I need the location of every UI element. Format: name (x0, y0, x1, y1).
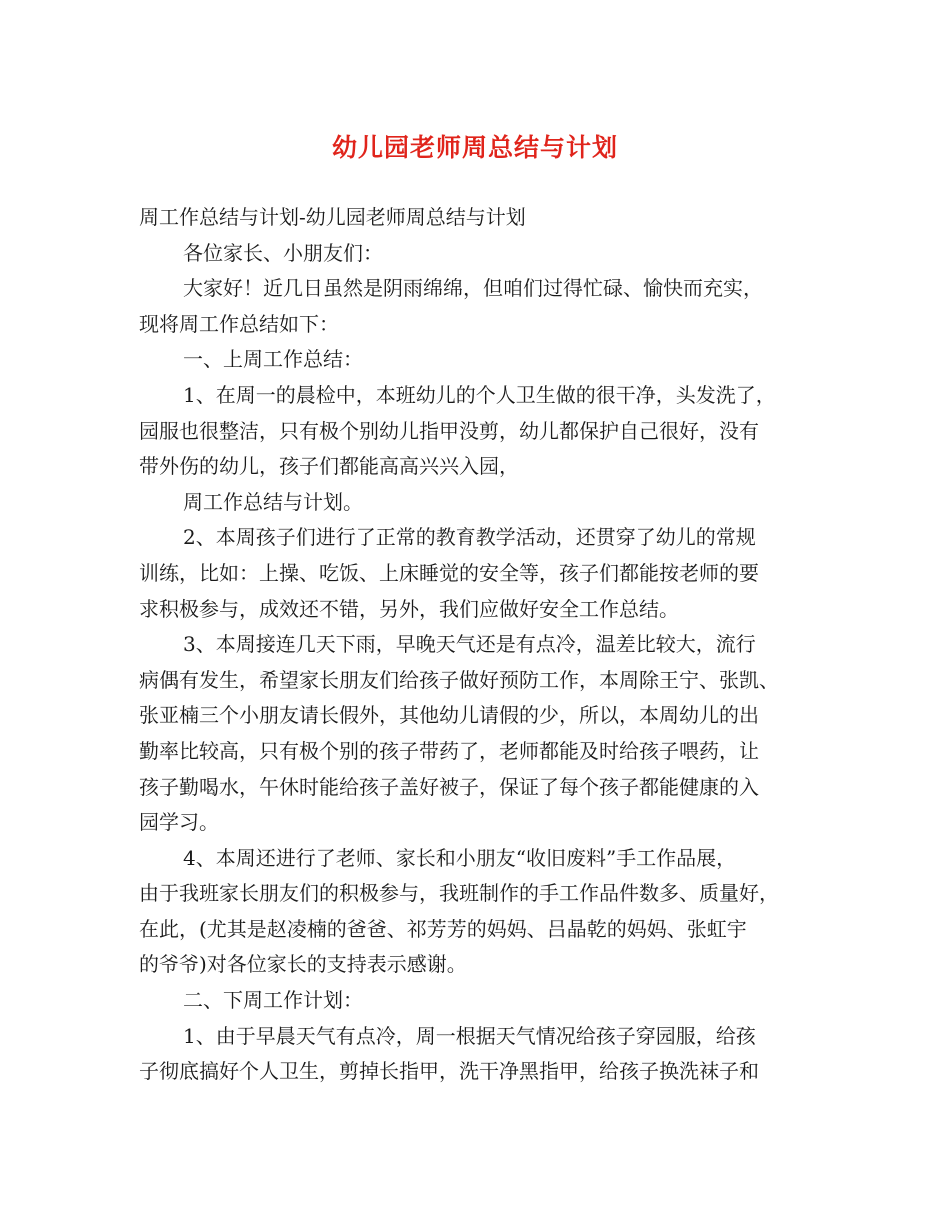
document-body (139, 200, 829, 1090)
text-line: 3、本周接连几天下雨，早晚天气还是有点冷，温差比较大，流行 (183, 632, 756, 657)
text-line: 勤率比较高，只有极个别的孩子带药了，老师都能及时给孩子喂药，让 (139, 738, 759, 763)
text-line: 病偶有发生，希望家长朋友们给孩子做好预防工作，本周除王宁、张凯、 (139, 667, 779, 692)
text-line: 园学习。 (139, 810, 219, 835)
text-line: 带外伤的幼儿，孩子们都能高高兴兴入园， (139, 454, 519, 479)
text-line: 现将周工作总结如下： (139, 311, 339, 336)
text-line: 大家好！近几日虽然是阴雨绵绵，但咱们过得忙碌、愉快而充实， (183, 276, 763, 301)
text-line: 园服也很整洁，只有极个别幼儿指甲没剪，幼儿都保护自己很好，没有 (139, 418, 759, 443)
text-line: 训练，比如：上操、吃饭、上床睡觉的安全等，孩子们都能按老师的要 (139, 560, 759, 585)
text-line: 孩子勤喝水，午休时能给孩子盖好被子，保证了每个孩子都能健康的入 (139, 774, 759, 799)
text-line: 求积极参与，成效还不错，另外，我们应做好安全工作总结。 (139, 596, 679, 621)
text-line: 各位家长、小朋友们： (183, 240, 383, 265)
text-line: 一、上周工作总结： (183, 347, 363, 372)
text-line: 2、本周孩子们进行了正常的教育教学活动，还贯穿了幼儿的常规 (183, 525, 756, 550)
text-line: 二、下周工作计划： (183, 988, 363, 1013)
text-line: 由于我班家长朋友们的积极参与，我班制作的手工作品件数多、质量好， (139, 881, 779, 906)
text-line: 张亚楠三个小朋友请长假外，其他幼儿请假的少，所以，本周幼儿的出 (139, 703, 759, 728)
text-line: 4、本周还进行了老师、家长和小朋友“收旧废料”手工作品展， (183, 845, 737, 870)
text-line: 的爷爷)对各位家长的支持表示感谢。 (139, 952, 467, 977)
text-line: 1、由于早晨天气有点冷，周一根据天气情况给孩子穿园服，给孩 (183, 1023, 756, 1048)
text-line: 在此，(尤其是赵凌楠的爸爸、祁芳芳的妈妈、吕晶乾的妈妈、张虹宇 (139, 916, 747, 941)
text-line: 周工作总结与计划。 (183, 489, 363, 514)
text-line: 1、在周一的晨检中，本班幼儿的个人卫生做的很干净，头发洗了， (183, 382, 776, 407)
document-title: 幼儿园老师周总结与计划 (331, 133, 618, 162)
text-line: 子彻底搞好个人卫生，剪掉长指甲，洗干净黑指甲，给孩子换洗袜子和 (139, 1059, 759, 1084)
text-line: 周工作总结与计划-幼儿园老师周总结与计划 (139, 205, 526, 229)
